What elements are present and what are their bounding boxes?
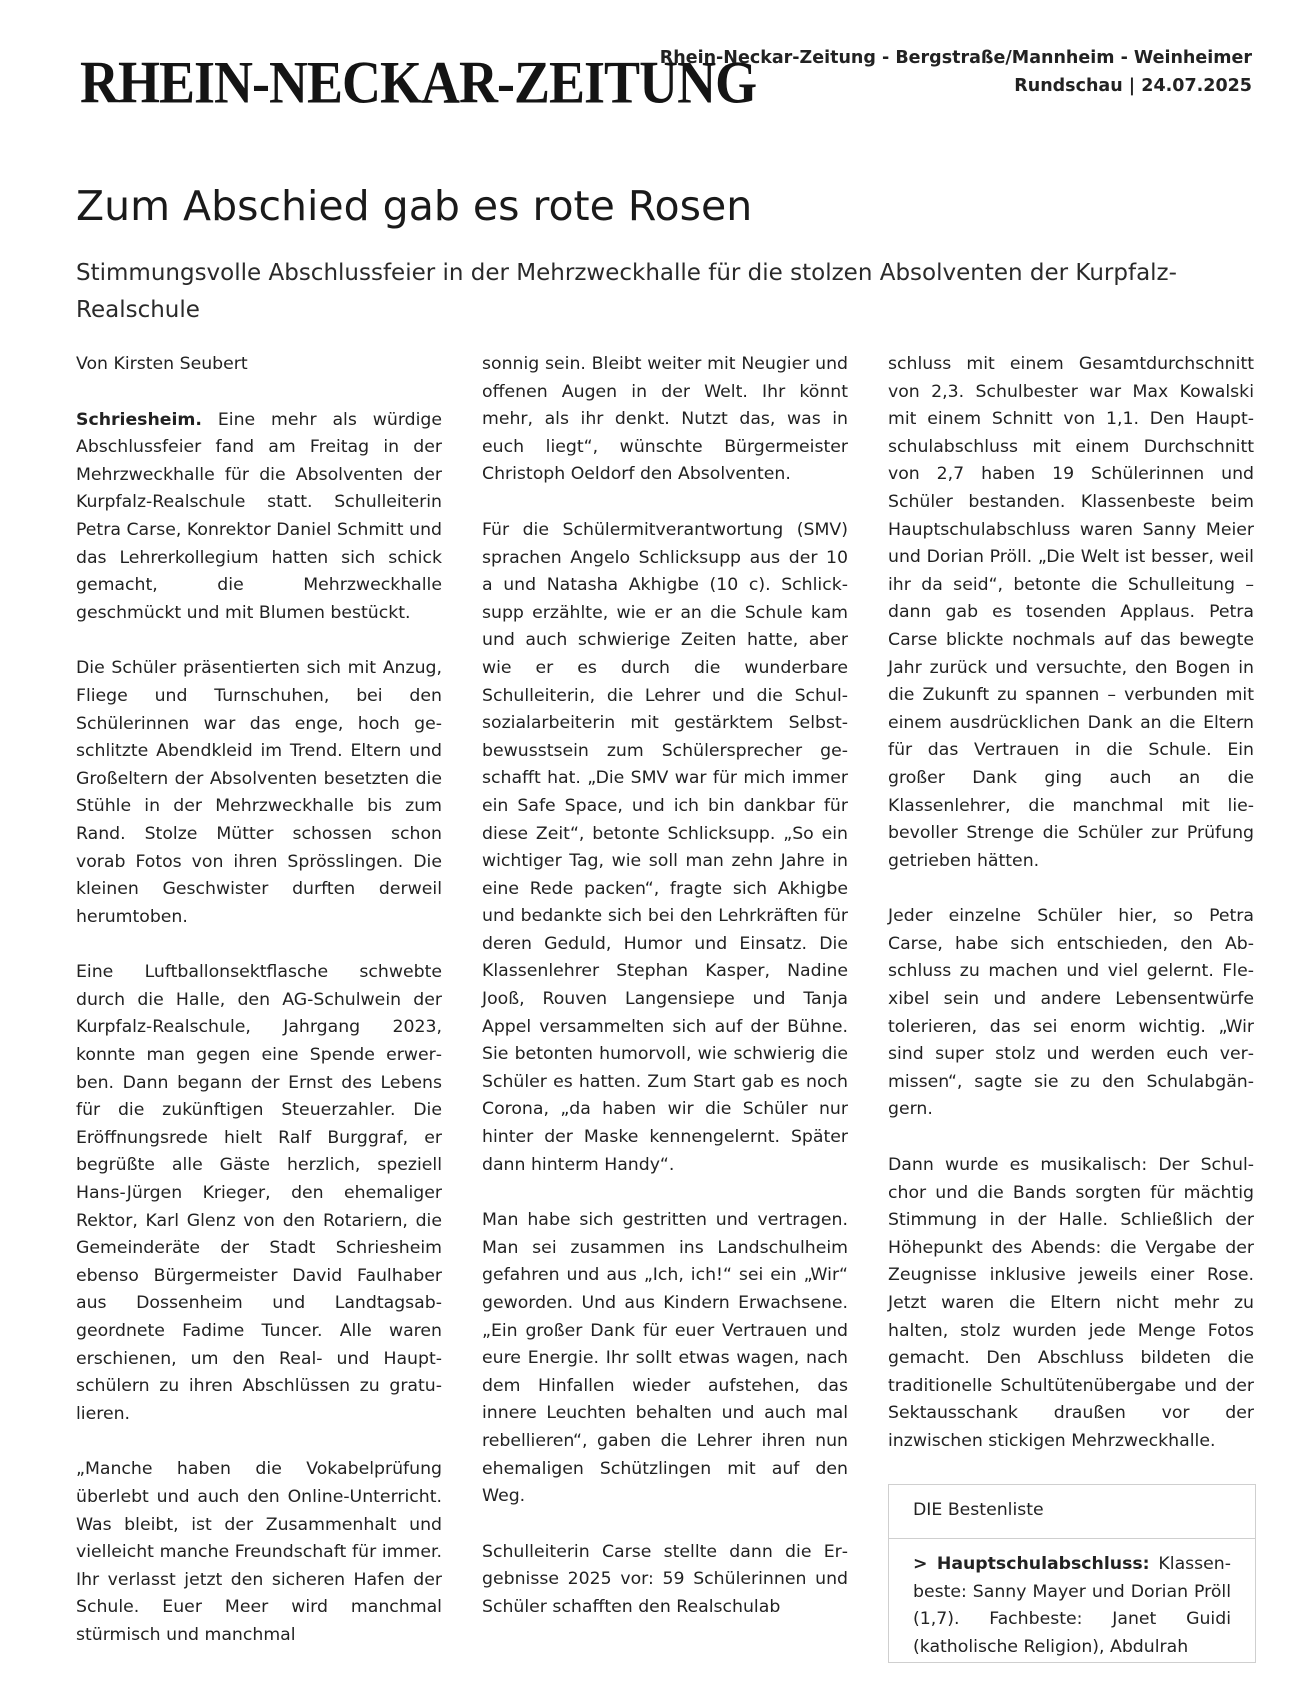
paragraph: Jeder einzelne Schüler hier, so Petra Carse, habe sich entschieden, den Abschluss zu machen und viel gelernt. Flexibel sein und andere Lebensentwürfe tolerieren, das sei enorm wichtig. „Wir sind super stolz und werden euch vermissen“, sagte sie zu den Schulabgängern. bbox=[888, 906, 1254, 1120]
article-column-2 bbox=[482, 351, 848, 1650]
info-box-title: DIE Bestenliste bbox=[889, 1485, 1255, 1540]
info-box-lead: > Hauptschulabschluss: bbox=[913, 1554, 1150, 1575]
article-column-3 bbox=[888, 351, 1254, 1663]
article-subheadline: Stimmungsvolle Abschlussfeier in der Mehrzweckhalle für die stolzen Absolventen der Kurpfalz-Realschule bbox=[76, 260, 1177, 323]
info-box-body bbox=[889, 1539, 1255, 1661]
info-box bbox=[888, 1484, 1256, 1663]
paragraph: schluss mit einem Gesamtdurchschnitt von 2,3. Schulbester war Max Kowalski mit einem Schnitt von 1,1. Den Hauptschulabschluss mit einem Durchschnitt von 2,7 haben 19 Schülerinnen und Schüler bestanden. Klassenbeste beim Hauptschulabschluss waren Sanny Meier und Dorian Pröll. „Die Welt ist besser, weil ihr da seid“, betonte die Schulleitung – dann gab es tosenden Applaus. Petra Carse blickte nochmals auf das bewegte Jahr zurück und versuchte, den Bogen in die Zukunft zu spannen – verbunden mit einem ausdrücklichen Dank an die Eltern für das Vertrauen in die Schule. Ein großer Dank ging auch an die Klassenlehrer, die manchmal mit liebevoller Strenge die Schüler zur Prüfung getrieben hätten. bbox=[888, 354, 1254, 871]
paragraph: Man habe sich gestritten und vertragen. Man sei zusammen ins Landschulheim gefahren und aus „Ich, ich!“ sei ein „Wir“ geworden. Und aus Kindern Erwachsene. „Ein großer Dank für euer Vertrauen und eure Energie. Ihr sollt etwas wagen, nach dem Hinfallen wieder aufstehen, das innere Leuchten behalten und auch mal rebellieren“, gaben die Lehrer ihren nun ehemaligen Schützlingen mit auf den Weg. bbox=[482, 1210, 848, 1507]
paragraph: Schulleiterin Carse stellte dann die Ergebnisse 2025 vor: 59 Schülerinnen und Schüler schafften den Realschulab bbox=[482, 1541, 848, 1617]
byline: Von Kirsten Seubert bbox=[76, 354, 248, 374]
paragraph: sonnig sein. Bleibt weiter mit Neugier und offenen Augen in der Welt. Ihr könnt mehr, als ihr denkt. Nutzt das, was in euch liegt“, wünschte Bürgermeister Christoph Oeldorf den Absolventen. bbox=[482, 354, 848, 485]
newspaper-logo: RHEIN-NECKAR-ZEITUNG bbox=[80, 48, 757, 116]
paragraph: Dann wurde es musikalisch: Der Schulchor und die Bands sorgten für mächtig Stimmung in der Halle. Schließlich der Höhepunkt des Abends: die Vergabe der Zeugnisse inklusive jeweils einer Rose. Jetzt waren die Eltern nicht mehr zu halten, stolz wurden jede Menge Fotos gemacht. Den Abschluss bildeten die traditionelle Schultütenübergabe und der Sektausschank draußen vor der inzwischen stickigen Mehrzweckhalle. bbox=[888, 1155, 1254, 1451]
source-line: Rhein-Neckar-Zeitung - Bergstraße/Mannheim - Weinheimer Rundschau | 24.07.2025 bbox=[659, 48, 1252, 96]
article-headline: Zum Abschied gab es rote Rosen bbox=[76, 182, 753, 230]
dateline: Schriesheim. bbox=[76, 409, 202, 430]
paragraph: Eine Luftballonsektflasche schwebte durch die Halle, den AG-Schulwein der Kurpfalz-Realschule, Jahrgang 2023, konnte man gegen eine Spende erwerben. Dann begann der Ernst des Lebens für die zukünftigen Steuerzahler. Die Eröffnungsrede hielt Ralf Burggraf, er begrüßte alle Gäste herzlich, speziell Hans-Jürgen Krieger, den ehemaliger Rektor, Karl Glenz von den Rotariern, die Gemeinderäte der Stadt Schriesheim ebenso Bürgermeister David Faulhaber aus Dossenheim und Landtagsabgeordnete Fadime Tuncer. Alle waren erschienen, um den Real- und Hauptschülern zu ihren Abschlüssen zu gratulieren. bbox=[76, 962, 442, 1424]
article-column-1 bbox=[76, 351, 442, 1678]
paragraph: Für die Schülermitverantwortung (SMV) sprachen Angelo Schlicksupp aus der 10 a und Natasha Akhigbe (10 c). Schlicksupp erzählte, wie er an die Schule kam und auch schwierige Zeiten hatte, aber wie er es durch die wunderbare Schulleiterin, die Lehrer und die Schulsozialarbeiterin mit gestärktem Selbstbewusstsein zum Schülersprecher geschafft hat. „Die SMV war für mich immer ein Safe Space, und ich bin dankbar für diese Zeit“, betonte Schlicksupp. „So ein wichtiger Tag, wie soll man zehn Jahre in eine Rede packen“, fragte sich Akhigbe und bedankte sich bei den Lehrkräften für deren Geduld, Humor und Einsatz. Die Klassenlehrer Stephan Kasper, Nadine Jooß, Rouven Langensiepe und Tanja Appel versammelten sich auf der Bühne. Sie betonten humorvoll, wie schwierig die Schüler es hatten. Zum Start gab es noch Corona, „da haben wir die Schüler nur hinter der Maske kennengelernt. Später dann hinterm Handy“. bbox=[482, 519, 848, 1175]
paragraph-text: Eine mehr als würdige Abschlussfeier fand am Freitag in der Mehrzweckhalle für die Absolventen der Kurpfalz-Realschule statt. Schulleiterin Petra Carse, Konrektor Daniel Schmitt und das Lehrerkollegium hatten sich schick gemacht, die Mehrzweckhalle geschmückt und mit Blumen bestückt. bbox=[76, 409, 442, 623]
paragraph: „Manche haben die Vokabelprüfung überlebt und auch den Online-Unterricht. Was bleibt, ist der Zusammenhalt und vielleicht manche Freundschaft für immer. Ihr verlasst jetzt den sicheren Hafen der Schule. Euer Meer wird manchmal stürmisch und manchmal bbox=[76, 1459, 442, 1645]
paragraph bbox=[76, 407, 442, 628]
paragraph: Die Schüler präsentierten sich mit Anzug, Fliege und Turnschuhen, bei den Schülerinnen war das enge, hoch geschlitzte Abendkleid im Trend. Eltern und Großeltern der Absolventen besetzten die Stühle in der Mehrzweckhalle bis zum Rand. Stolze Mütter schossen schon vorab Fotos von ihren Sprösslingen. Die kleinen Geschwister durften derweil herumtoben. bbox=[76, 658, 442, 927]
info-box-text: Klassenbeste: Sanny Mayer und Dorian Pröll (1,7). Fachbeste: Janet Guidi (katholische Religion), Abdulrah bbox=[913, 1554, 1231, 1657]
